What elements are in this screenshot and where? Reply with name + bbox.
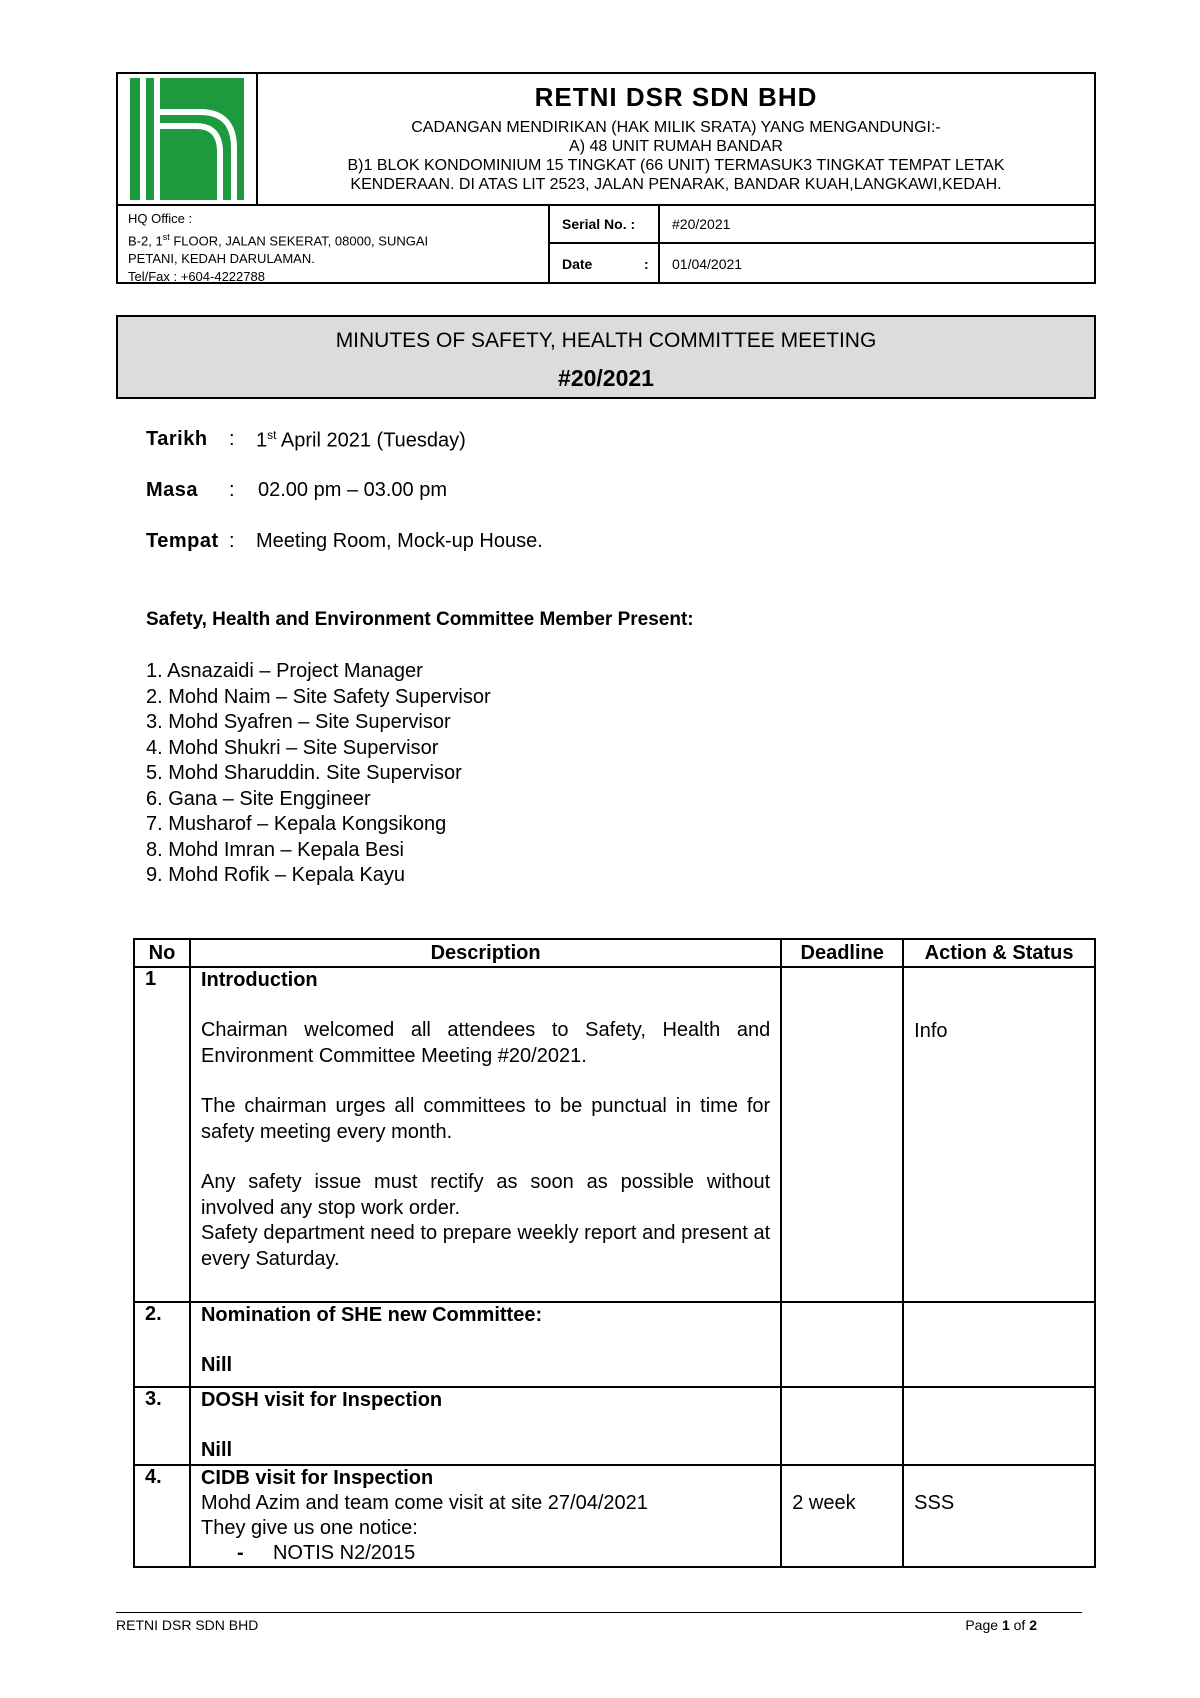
letterhead (116, 72, 1096, 284)
col-header-description: Description (190, 939, 781, 967)
item-title: DOSH visit for Inspection (200, 1389, 443, 1411)
list-item: 6. Gana – Site Enggineer (146, 787, 371, 810)
row-description (190, 1302, 781, 1387)
hq-line2: PETANI, KEDAH DARULAMAN. (128, 251, 315, 267)
letterhead-top (118, 74, 1094, 206)
divider (658, 206, 660, 282)
hq-line1-sup: st (162, 232, 170, 242)
item-line: Mohd Azim and team come visit at site 27/04/2021 (200, 1492, 648, 1514)
deadline-text: 2 week (792, 1492, 856, 1514)
hq-address (128, 210, 508, 286)
row-status (903, 1387, 1095, 1465)
row-description (190, 1387, 781, 1465)
page-of: of (1009, 1617, 1030, 1633)
serial-label: Serial No. : (562, 216, 636, 232)
tarikh-sup: st (267, 428, 277, 442)
page-indicator (965, 1617, 1037, 1633)
list-item: 4. Mohd Shukri – Site Supervisor (146, 736, 439, 759)
item-paragraph: The chairman urges all committees to be punctual in time for safety meeting every month. (200, 1095, 771, 1143)
page-prefix: Page (965, 1617, 1002, 1633)
row-deadline (781, 1465, 903, 1567)
row-no: 4. (134, 1465, 190, 1567)
tarikh-day: 1 (256, 429, 268, 452)
masa-label: Masa (146, 479, 199, 501)
project-line: CADANGAN MENDIRIKAN (HAK MILIK SRATA) YANG MENGANDUNGI:- (411, 119, 941, 136)
tarikh-value (256, 428, 466, 453)
project-line: A) 48 UNIT RUMAH BANDAR (569, 138, 783, 155)
row-deadline (781, 1302, 903, 1387)
members-list (146, 659, 491, 889)
hq-line1-post: FLOOR, JALAN SEKERAT, 08000, SUNGAI (169, 233, 429, 249)
project-description (258, 118, 1094, 194)
spacer (201, 993, 770, 1018)
row-deadline (781, 967, 903, 1302)
letterhead-details (118, 206, 1094, 285)
project-line: B)1 BLOK KONDOMINIUM 15 TINGKAT (66 UNIT) TERMASUK3 TINGKAT TEMPAT LETAK (347, 157, 1005, 174)
table-header-row (134, 939, 1095, 967)
row-no: 2. (134, 1302, 190, 1387)
table-row (134, 1302, 1095, 1387)
logo-cell (118, 74, 258, 204)
item-line: They give us one notice: (200, 1517, 418, 1539)
company-name: RETNI DSR SDN BHD (534, 82, 818, 112)
date-colon: : (644, 256, 649, 272)
row-description (190, 967, 781, 1302)
tempat-colon: : (229, 530, 235, 552)
col-header-deadline: Deadline (781, 939, 903, 967)
row-description (190, 1465, 781, 1567)
notice-bullet (201, 1541, 770, 1566)
col-header-action-status: Action & Status (903, 939, 1095, 967)
tarikh-colon: : (229, 428, 235, 450)
item-body: Nill (200, 1439, 233, 1461)
item-title: CIDB visit for Inspection (200, 1467, 434, 1489)
date-value: 01/04/2021 (672, 256, 743, 272)
item-body: Nill (200, 1354, 233, 1376)
page-number: 1 (1001, 1617, 1010, 1633)
item-title: Nomination of SHE new Committee: (200, 1304, 543, 1326)
list-item: 8. Mohd Imran – Kepala Besi (146, 838, 404, 861)
spacer (201, 1328, 770, 1353)
row-no: 3. (134, 1387, 190, 1465)
bullet-dash: - (236, 1542, 244, 1564)
date-label: Date (562, 256, 593, 272)
item-paragraph: Chairman welcomed all attendees to Safety, Health and Environment Committee Meeting #20/2021. (200, 1019, 771, 1067)
item-title: Introduction (200, 969, 318, 991)
bullet-text: NOTIS N2/2015 (272, 1542, 416, 1564)
list-item: 1. Asnazaidi – Project Manager (146, 660, 423, 682)
divider (548, 206, 550, 282)
company-logo (130, 78, 244, 200)
col-header-no: No (134, 939, 190, 967)
minutes-table (133, 938, 1096, 1568)
item-paragraph: Safety department need to prepare weekly report and present at every Saturday. (200, 1222, 771, 1270)
divider (548, 242, 1094, 244)
footer-rule (116, 1612, 1082, 1613)
minutes-title: MINUTES OF SAFETY, HEALTH COMMITTEE MEETING (335, 329, 877, 352)
page-total: 2 (1029, 1617, 1037, 1633)
row-deadline (781, 1387, 903, 1465)
masa-value: 02.00 pm – 03.00 pm (258, 479, 448, 501)
tempat-value: Meeting Room, Mock-up House. (256, 530, 543, 552)
project-line: KENDERAAN. DI ATAS LIT 2523, JALAN PENARAK, BANDAR KUAH,LANGKAWI,KEDAH. (350, 176, 1002, 193)
hq-tel: Tel/Fax : +604-4222788 (128, 269, 265, 285)
minutes-title-box (116, 315, 1096, 399)
hq-line1-pre: B-2, 1 (128, 233, 163, 249)
tarikh-label: Tarikh (146, 428, 208, 450)
spacer (201, 1145, 770, 1170)
list-item: 5. Mohd Sharuddin. Site Supervisor (146, 762, 462, 784)
serial-value: #20/2021 (672, 216, 731, 232)
footer-company: RETNI DSR SDN BHD (116, 1617, 259, 1633)
row-status (903, 1465, 1095, 1567)
members-heading: Safety, Health and Environment Committee Member Present: (146, 609, 694, 630)
spacer (914, 968, 1084, 993)
table-row (134, 1387, 1095, 1465)
list-item: 9. Mohd Rofik – Kepala Kayu (146, 864, 406, 886)
row-no: 1 (134, 967, 190, 1302)
list-item: 7. Musharof – Kepala Kongsikong (146, 813, 447, 835)
tempat-label: Tempat (146, 530, 219, 552)
item-paragraph: Any safety issue must rectify as soon as possible without involved any stop work order. (200, 1171, 771, 1219)
spacer (201, 1413, 770, 1438)
row-status (903, 1302, 1095, 1387)
masa-colon: : (229, 479, 235, 501)
spacer (201, 1069, 770, 1094)
list-item: 3. Mohd Syafren – Site Supervisor (146, 711, 451, 733)
row-status (903, 967, 1095, 1302)
status-text: SSS (914, 1492, 955, 1514)
status-text: Info (914, 1020, 948, 1042)
hq-label: HQ Office : (128, 211, 193, 226)
minutes-number: #20/2021 (558, 365, 654, 391)
table-row (134, 967, 1095, 1302)
table-row (134, 1465, 1095, 1567)
tarikh-rest: April 2021 (Tuesday) (276, 429, 466, 452)
list-item: 2. Mohd Naim – Site Safety Supervisor (146, 685, 491, 708)
hq-line1 (128, 228, 508, 250)
